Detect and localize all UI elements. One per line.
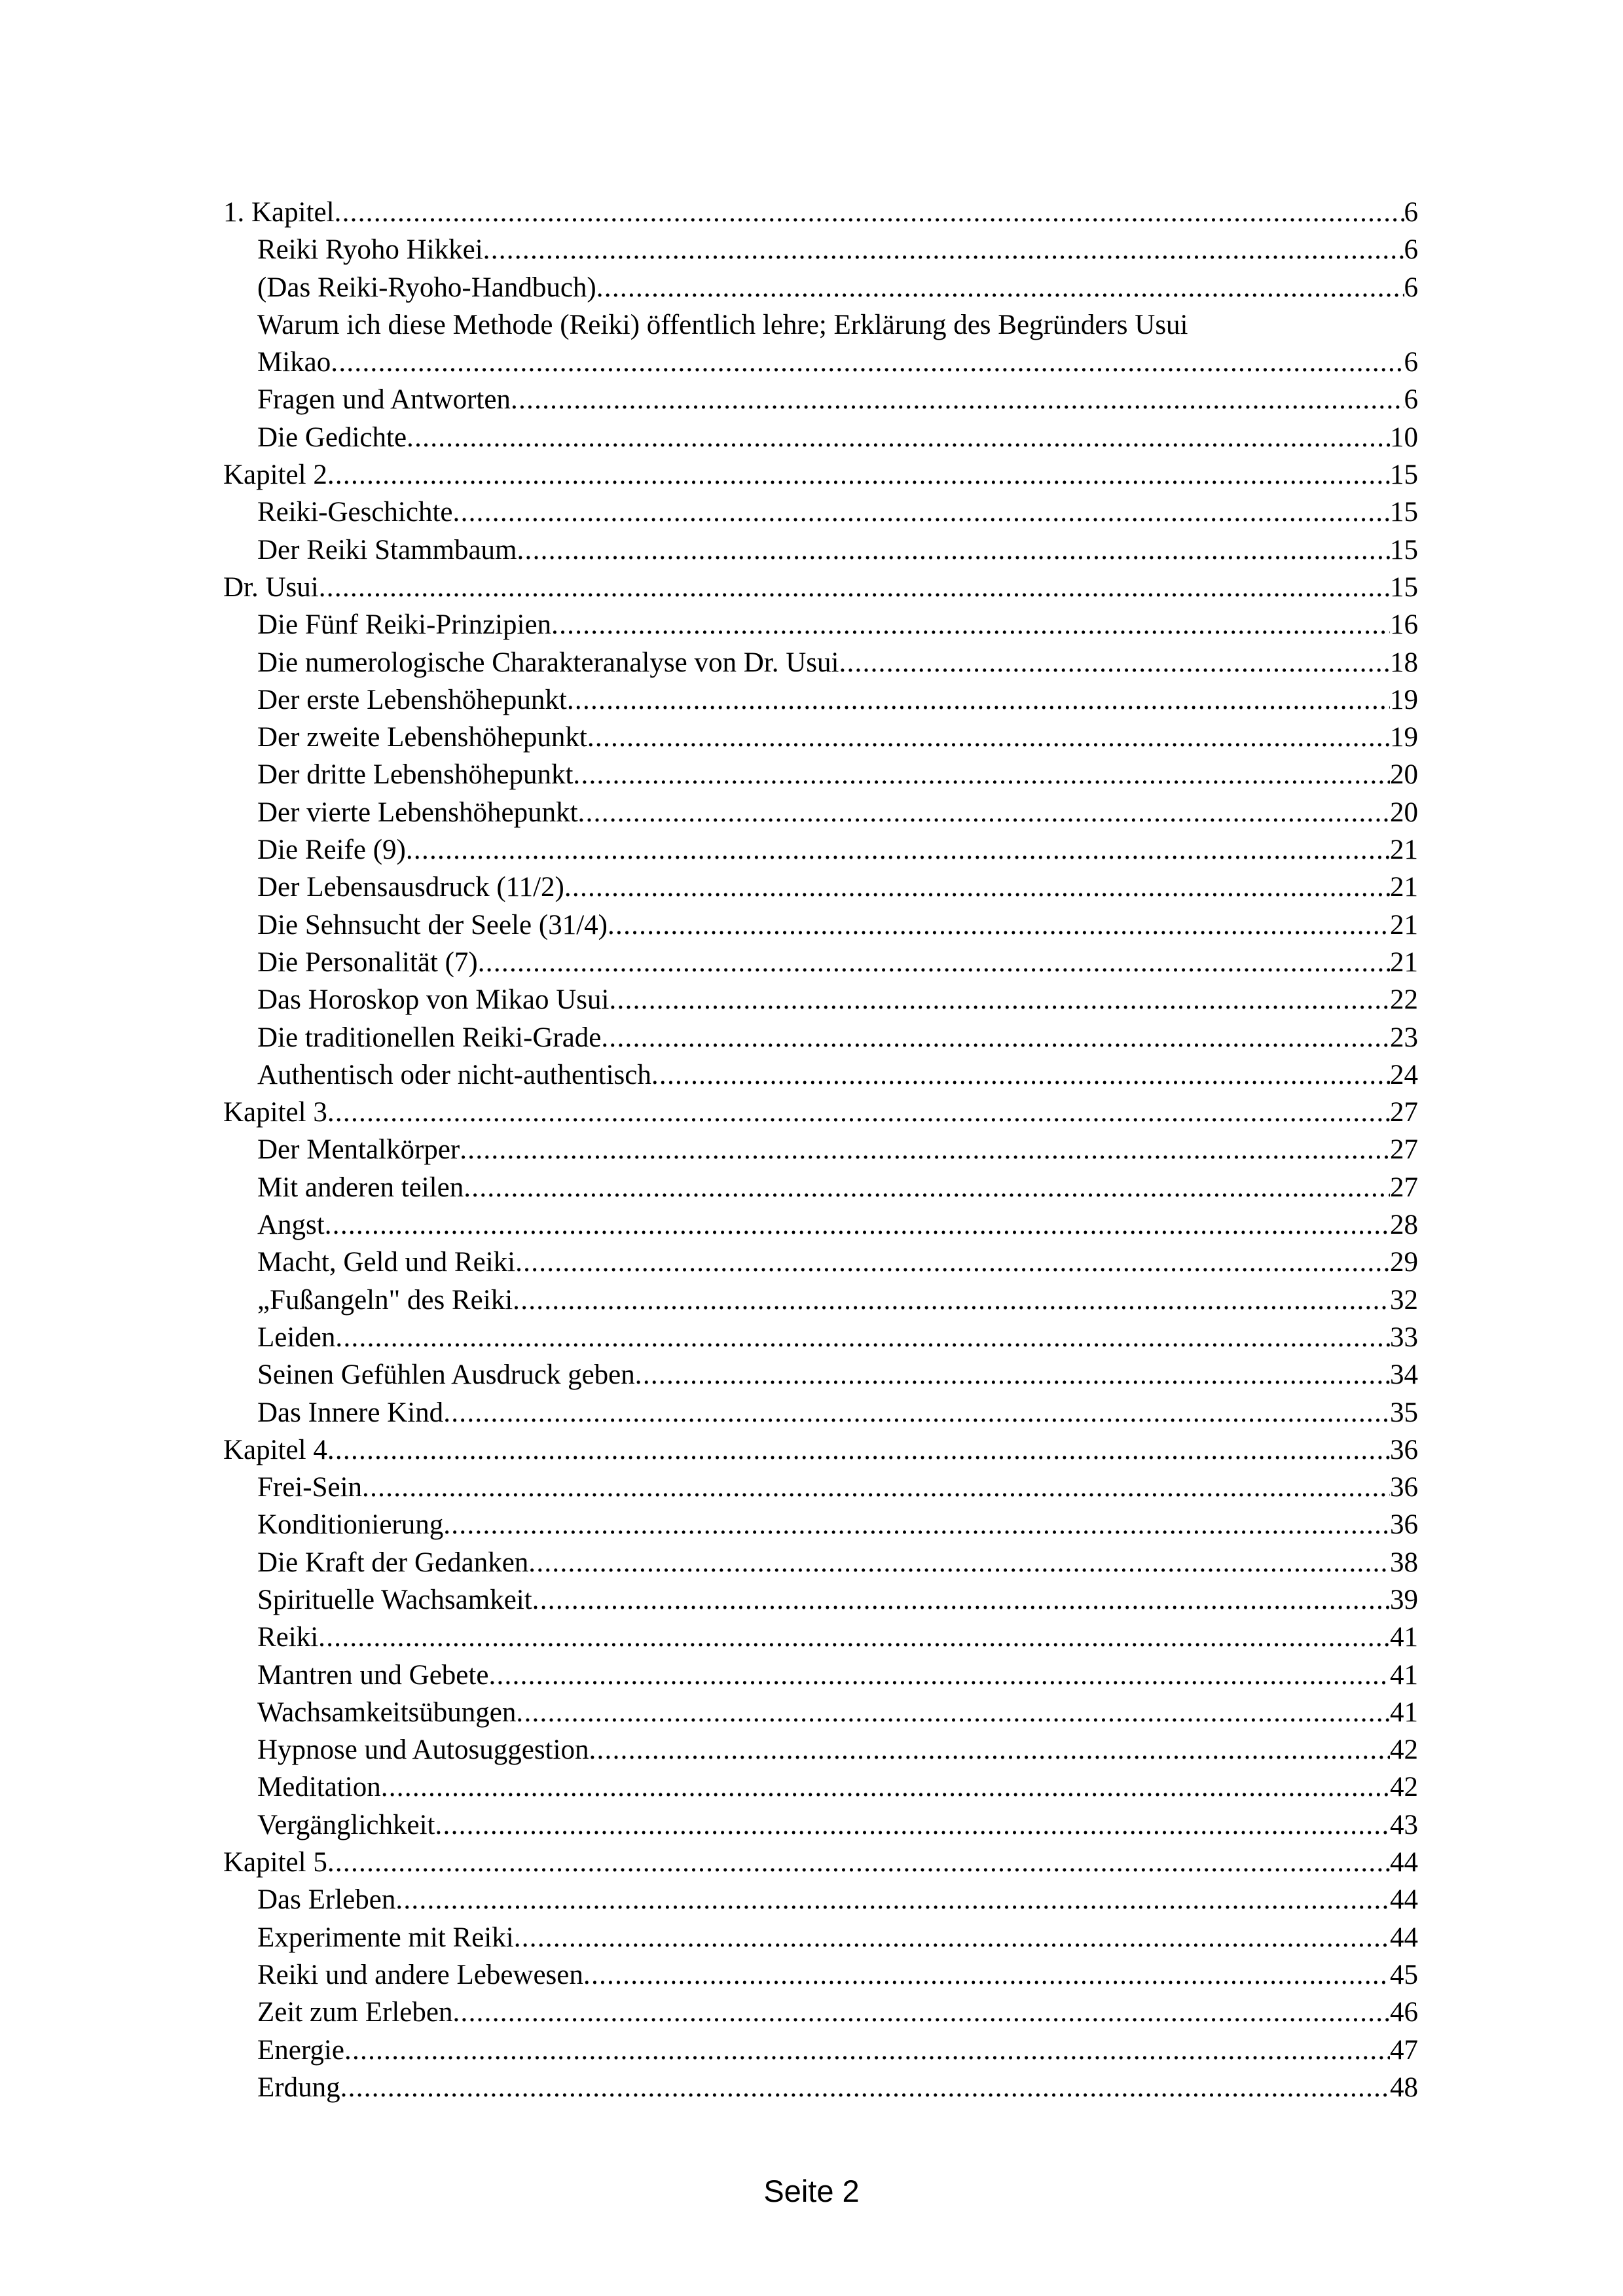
toc-page-number: 29 <box>1390 1247 1418 1278</box>
toc-chapter-entry[interactable] <box>223 1431 1418 1469</box>
toc-page-number: 6 <box>1404 272 1418 303</box>
toc-entry-title: Kapitel 3 <box>223 1097 327 1128</box>
toc-entry-title: Der Reiki Stammbaum <box>257 534 517 565</box>
toc-page-number: 6 <box>1404 234 1418 266</box>
toc-section-entry[interactable] <box>223 944 1418 981</box>
toc-dot-leader <box>335 194 1404 231</box>
toc-entry-title: Der vierte Lebenshöhepunkt <box>257 797 578 828</box>
toc-chapter-entry[interactable] <box>223 456 1418 493</box>
toc-dot-leader <box>453 493 1390 531</box>
toc-entry-title: Fragen und Antworten <box>257 384 511 416</box>
toc-entry-title: Experimente mit Reiki <box>257 1922 514 1953</box>
toc-page-number: 10 <box>1390 422 1418 453</box>
toc-dot-leader <box>340 2069 1390 2106</box>
toc-entry-title: Die Fünf Reiki-Prinzipien <box>257 609 552 641</box>
toc-dot-leader <box>589 1731 1390 1768</box>
toc-dot-leader <box>511 381 1404 418</box>
toc-entry-title: Mantren und Gebete <box>257 1659 489 1691</box>
toc-entry-title: Reiki <box>257 1622 319 1653</box>
toc-page-number: 43 <box>1390 1809 1418 1840</box>
toc-entry-title: Erdung <box>257 2072 340 2103</box>
toc-section-entry[interactable] <box>223 1469 1418 1506</box>
toc-section-entry[interactable] <box>223 831 1418 869</box>
toc-dot-leader <box>327 456 1390 493</box>
toc-page-number: 18 <box>1390 647 1418 678</box>
toc-section-entry[interactable] <box>223 1694 1418 1731</box>
toc-section-entry[interactable] <box>223 1206 1418 1244</box>
toc-dot-leader <box>839 644 1390 681</box>
toc-entry-title: Spirituelle Wachsamkeit <box>257 1584 532 1615</box>
toc-entry-title: Vergänglichkeit <box>257 1809 435 1840</box>
toc-entry-title: Wachsamkeitsübungen <box>257 1696 517 1728</box>
toc-dot-leader <box>514 1919 1390 1956</box>
toc-dot-leader <box>325 1206 1390 1244</box>
toc-page-number: 27 <box>1390 1172 1418 1203</box>
toc-page-number: 44 <box>1390 1922 1418 1953</box>
toc-entry-title: Der erste Lebenshöhepunkt <box>257 684 567 715</box>
toc-page-number: 19 <box>1390 722 1418 753</box>
toc-page-number: 46 <box>1390 1997 1418 2028</box>
toc-dot-leader <box>362 1469 1390 1506</box>
toc-page-number: 6 <box>1404 197 1418 228</box>
toc-section-entry[interactable] <box>223 906 1418 944</box>
toc-page-number: 21 <box>1390 946 1418 978</box>
toc-section-entry[interactable] <box>223 1131 1418 1168</box>
toc-page-number: 41 <box>1390 1622 1418 1653</box>
toc-section-entry[interactable] <box>223 1919 1418 1956</box>
toc-entry-title: Die Personalität (7) <box>257 946 478 978</box>
toc-dot-leader <box>488 1657 1390 1694</box>
toc-section-entry[interactable] <box>223 1319 1418 1356</box>
toc-dot-leader <box>564 869 1390 906</box>
toc-entry-title: „Fußangeln" des Reiki <box>257 1284 513 1316</box>
toc-chapter-entry[interactable] <box>223 1094 1418 1131</box>
toc-page-number: 28 <box>1390 1210 1418 1241</box>
toc-dot-leader <box>609 981 1390 1018</box>
toc-entry-title: Die Sehnsucht der Seele (31/4) <box>257 909 608 941</box>
toc-page-number: 42 <box>1390 1772 1418 1803</box>
toc-entry-title: Die Reife (9) <box>257 834 406 866</box>
toc-dot-leader <box>596 269 1404 306</box>
page-footer <box>0 2173 1623 2209</box>
toc-page-number: 32 <box>1390 1284 1418 1316</box>
toc-entry-title: Dr. Usui <box>223 571 319 603</box>
toc-entry-title: Leiden <box>257 1321 336 1353</box>
toc-page-number: 44 <box>1390 1847 1418 1878</box>
toc-entry-title: (Das Reiki-Ryoho-Handbuch) <box>257 272 596 303</box>
toc-dot-leader <box>573 756 1390 793</box>
toc-chapter-entry[interactable] <box>223 194 1418 231</box>
toc-page-number: 24 <box>1390 1059 1418 1090</box>
toc-page-number: 23 <box>1390 1022 1418 1053</box>
toc-entry-title: Seinen Gefühlen Ausdruck geben <box>257 1359 635 1391</box>
toc-section-entry[interactable] <box>223 1806 1418 1844</box>
toc-page-number: 15 <box>1390 459 1418 491</box>
toc-dot-leader <box>331 344 1404 381</box>
toc-page-number: 44 <box>1390 1884 1418 1916</box>
toc-page-number: 41 <box>1390 1659 1418 1691</box>
toc-entry-title: Kapitel 5 <box>223 1847 327 1878</box>
toc-dot-leader <box>532 1581 1390 1619</box>
toc-page-number: 22 <box>1390 984 1418 1016</box>
toc-page-number: 6 <box>1404 384 1418 416</box>
toc-page-number: 39 <box>1390 1584 1418 1615</box>
toc-dot-leader <box>583 1956 1390 1994</box>
toc-entry-title: Das Erleben <box>257 1884 396 1916</box>
toc-section-entry[interactable] <box>223 756 1418 793</box>
toc-page-number: 20 <box>1390 797 1418 828</box>
toc-page-number: 35 <box>1390 1397 1418 1428</box>
toc-dot-leader <box>435 1806 1390 1844</box>
toc-dot-leader <box>528 1544 1390 1581</box>
toc-entry-title: Kapitel 2 <box>223 459 327 491</box>
toc-page-number: 15 <box>1390 571 1418 603</box>
toc-section-entry[interactable] <box>223 1394 1418 1431</box>
toc-dot-leader <box>601 1019 1390 1056</box>
toc-page-number: 21 <box>1390 834 1418 866</box>
toc-entry-title-continued: Mikao <box>257 347 331 378</box>
toc-entry-title: Authentisch oder nicht-authentisch <box>257 1059 651 1090</box>
toc-section-entry[interactable] <box>223 719 1418 756</box>
toc-page-number: 45 <box>1390 1959 1418 1990</box>
toc-page-number: 6 <box>1404 347 1418 378</box>
toc-section-entry[interactable] <box>223 1581 1418 1619</box>
toc-page-number: 38 <box>1390 1547 1418 1578</box>
toc-entry-title: Reiki und andere Lebewesen <box>257 1959 583 1990</box>
toc-dot-leader <box>407 419 1390 456</box>
toc-page-number: 47 <box>1390 2034 1418 2066</box>
toc-entry-title: Kapitel 4 <box>223 1434 327 1465</box>
toc-section-entry[interactable] <box>223 1244 1418 1281</box>
toc-dot-leader <box>406 831 1390 869</box>
toc-page-number: 48 <box>1390 2072 1418 2103</box>
toc-page-number: 27 <box>1390 1134 1418 1166</box>
toc-section-entry[interactable] <box>223 981 1418 1018</box>
toc-section-entry[interactable] <box>223 794 1418 831</box>
toc-section-entry[interactable] <box>223 493 1418 531</box>
toc-section-entry[interactable] <box>223 231 1418 268</box>
toc-dot-leader <box>460 1131 1390 1168</box>
toc-section-entry[interactable] <box>223 869 1418 906</box>
toc-page-number: 27 <box>1390 1097 1418 1128</box>
toc-entry-title: Der Mentalkörper <box>257 1134 460 1166</box>
toc-section-entry[interactable] <box>223 1956 1418 1994</box>
toc-dot-leader <box>452 1994 1390 2031</box>
toc-entry-title: Der Lebensausdruck (11/2) <box>257 872 564 903</box>
toc-dot-leader <box>478 944 1390 981</box>
toc-page-number: 21 <box>1390 872 1418 903</box>
toc-page-number: 42 <box>1390 1734 1418 1766</box>
toc-entry-title: Hypnose und Autosuggestion <box>257 1734 589 1766</box>
toc-section-entry[interactable] <box>223 1056 1418 1094</box>
toc-dot-leader <box>517 531 1391 569</box>
toc-dot-leader <box>515 1244 1390 1281</box>
toc-section-entry[interactable] <box>223 1506 1418 1543</box>
table-of-contents <box>223 194 1418 2106</box>
toc-page-number: 36 <box>1390 1472 1418 1503</box>
toc-entry-title: Angst <box>257 1210 325 1241</box>
toc-entry-title: Zeit zum Erleben <box>257 1997 453 2028</box>
toc-dot-leader <box>335 1319 1390 1356</box>
toc-dot-leader <box>327 1431 1390 1469</box>
toc-dot-leader <box>635 1356 1390 1393</box>
toc-entry-title: Macht, Geld und Reiki <box>257 1247 516 1278</box>
page-number-label: Seite 2 <box>763 2174 860 2208</box>
toc-dot-leader <box>464 1169 1390 1206</box>
toc-dot-leader <box>318 1619 1390 1656</box>
toc-entry-title: Mit anderen teilen <box>257 1172 464 1203</box>
toc-entry-title: Meditation <box>257 1772 381 1803</box>
toc-page-number: 33 <box>1390 1321 1418 1353</box>
toc-section-entry[interactable] <box>223 1019 1418 1056</box>
toc-section-entry[interactable] <box>223 1657 1418 1694</box>
toc-section-entry[interactable] <box>223 2032 1418 2069</box>
toc-entry-title: Die Kraft der Gedanken <box>257 1547 529 1578</box>
toc-page-number: 16 <box>1390 609 1418 641</box>
toc-section-entry[interactable] <box>223 1768 1418 1806</box>
toc-dot-leader <box>319 569 1390 606</box>
toc-dot-leader <box>587 719 1390 756</box>
toc-page-number: 15 <box>1390 534 1418 565</box>
toc-entry-title: Die numerologische Charakteranalyse von Dr. Usui <box>257 647 839 678</box>
toc-section-entry[interactable] <box>223 1731 1418 1768</box>
toc-section-entry[interactable] <box>223 1169 1418 1206</box>
toc-entry-title: Der zweite Lebenshöhepunkt <box>257 722 587 753</box>
toc-entry-title: Die traditionellen Reiki-Grade <box>257 1022 602 1053</box>
toc-dot-leader <box>327 1094 1390 1131</box>
toc-dot-leader <box>443 1394 1390 1431</box>
toc-entry-title: Die Gedichte <box>257 422 407 453</box>
toc-section-entry[interactable] <box>223 1881 1418 1918</box>
toc-dot-leader <box>651 1056 1390 1094</box>
toc-page-number: 36 <box>1390 1434 1418 1465</box>
toc-page-number: 20 <box>1390 759 1418 791</box>
toc-dot-leader <box>516 1694 1390 1731</box>
toc-section-entry[interactable] <box>223 1282 1418 1319</box>
toc-entry-title: Frei-Sein <box>257 1472 363 1503</box>
toc-page-number: 19 <box>1390 684 1418 715</box>
toc-dot-leader <box>381 1768 1390 1806</box>
toc-section-entry[interactable] <box>223 606 1418 643</box>
toc-dot-leader <box>513 1282 1390 1319</box>
toc-page-number: 21 <box>1390 909 1418 941</box>
toc-chapter-entry[interactable] <box>223 1844 1418 1881</box>
toc-dot-leader <box>483 231 1404 268</box>
toc-page-number: 36 <box>1390 1509 1418 1541</box>
toc-page-number: 34 <box>1390 1359 1418 1391</box>
toc-section-entry[interactable] <box>223 681 1418 719</box>
toc-entry-title: 1. Kapitel <box>223 197 335 228</box>
toc-section-entry[interactable] <box>223 1994 1418 2031</box>
toc-dot-leader <box>608 906 1390 944</box>
toc-entry-title: Energie <box>257 2034 344 2066</box>
toc-entry-title: Der dritte Lebenshöhepunkt <box>257 759 574 791</box>
toc-section-entry[interactable] <box>223 1356 1418 1393</box>
toc-section-entry[interactable] <box>223 306 1418 382</box>
toc-entry-title: Reiki-Geschichte <box>257 497 453 528</box>
toc-section-entry[interactable] <box>223 1544 1418 1581</box>
toc-dot-leader <box>567 681 1390 719</box>
toc-dot-leader <box>551 606 1390 643</box>
toc-dot-leader <box>327 1844 1390 1881</box>
toc-entry-title: Reiki Ryoho Hikkei <box>257 234 483 266</box>
toc-section-entry[interactable] <box>223 269 1418 306</box>
toc-dot-leader <box>578 794 1390 831</box>
toc-entry-title: Das Horoskop von Mikao Usui <box>257 984 610 1016</box>
toc-chapter-entry[interactable] <box>223 569 1418 606</box>
toc-section-entry[interactable] <box>223 419 1418 456</box>
toc-dot-leader <box>395 1881 1390 1918</box>
toc-dot-leader <box>344 2032 1390 2069</box>
toc-section-entry[interactable] <box>223 1619 1418 1656</box>
toc-entry-title: Warum ich diese Methode (Reiki) öffentlich lehre; Erklärung des Begründers Usui <box>257 309 1188 340</box>
toc-section-entry[interactable] <box>223 531 1418 569</box>
toc-section-entry[interactable] <box>223 2069 1418 2106</box>
toc-section-entry[interactable] <box>223 381 1418 418</box>
toc-entry-title: Konditionierung <box>257 1509 444 1541</box>
toc-section-entry[interactable] <box>223 644 1418 681</box>
toc-page-number: 15 <box>1390 497 1418 528</box>
toc-dot-leader <box>443 1506 1390 1543</box>
toc-page-number: 41 <box>1390 1696 1418 1728</box>
toc-entry-title: Das Innere Kind <box>257 1397 444 1428</box>
